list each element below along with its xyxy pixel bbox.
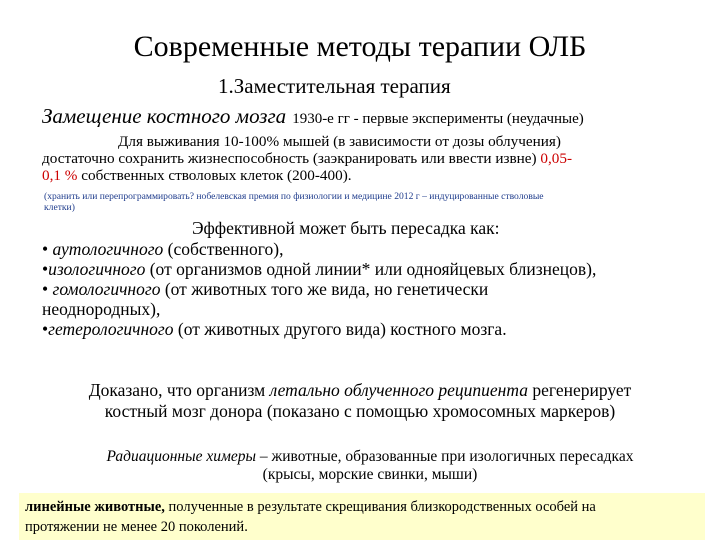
proof-text-end: регенерирует [527,380,632,400]
footnote-note [44,191,544,213]
survival-percent-start: 0,05- [540,150,572,167]
survival-line-3 [42,167,572,184]
survival-line-2 [42,150,572,167]
replacement-heading: Замещение костного мозга [42,104,287,128]
proof-paragraph [0,380,720,422]
footer-line-1 [25,497,596,517]
list-term: гомологичного [52,279,161,299]
list-item [42,259,596,279]
chimeras-text: – животные, образованные при изологичных пересадках [256,448,634,465]
footer-text: полученные в результате скрещивания близкородственных особей на [164,499,596,515]
slide-subtitle: 1.Заместительная терапия [218,74,451,98]
chimeras-paragraph [0,448,720,484]
survival-line-3-text: собственных стволовых клеток (200-400). [77,167,352,184]
survival-percent-end: 0,1 % [42,167,78,184]
chimeras-line-1 [0,448,720,466]
effective-heading: Эффективной может быть пересадка как: [192,218,500,238]
list-text: (собственного), [163,239,284,259]
list-item [42,299,596,319]
proof-text: Доказано, что организм [88,380,270,400]
footer-note [25,497,596,537]
list-item [42,319,596,339]
list-item [42,239,596,259]
bullet: • [42,259,49,279]
list-term: изологичного [48,259,146,279]
bullet: • [42,319,49,339]
footer-line-2: протяжении не менее 20 поколений. [25,519,248,535]
list-text: (от животных другого вида) костного мозга. [173,319,507,339]
chimeras-term: Радиационные химеры [106,448,256,465]
footnote-line-1: (хранить или перепрограммировать? нобелевская премия по физиологии и медицине 2012 г – индуцированные стволовые [44,191,544,202]
transplant-list [42,239,596,339]
slide-title: Современные методы терапии ОЛБ [133,30,587,63]
list-text: неоднородных), [42,299,161,319]
replacement-note: 1930-е гг - первые эксперименты (неудачные) [292,111,584,127]
proof-italic: летально облученного реципиента [269,380,528,400]
list-term: аутологичного [52,239,164,259]
survival-line-2-text: достаточно сохранить жизнеспособность (заэкранировать или ввести извне) [42,150,541,167]
footnote-line-2: клетки) [44,202,75,213]
proof-line-1 [0,380,720,401]
list-item [42,279,596,299]
bullet: • [42,239,53,259]
survival-line-1: Для выживания 10-100% мышей (в зависимости от дозы облучения) [118,133,561,150]
proof-line-2: костный мозг донора (показано с помощью хромосомных маркеров) [104,401,616,421]
list-text: (от животных того же вида, но генетически [160,279,489,299]
survival-paragraph [42,133,572,184]
list-term: гетерологичного [48,319,174,339]
list-text: (от организмов одной линии* или однояйцевых близнецов), [145,259,597,279]
footer-term: линейные животные, [25,499,165,515]
replacement-heading-line [42,104,584,129]
chimeras-line-2: (крысы, морские свинки, мыши) [262,466,478,483]
bullet: • [42,279,53,299]
